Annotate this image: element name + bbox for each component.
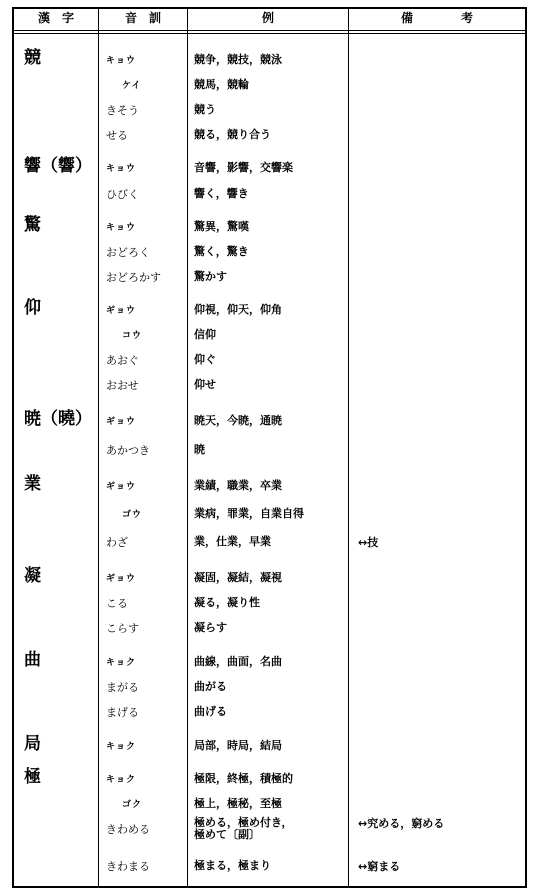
example-cell: 仰ぐ [194,353,216,366]
reading-cell: ゴク [122,800,143,810]
note-cell: ↔窮まる [358,860,401,873]
reading-cell: キョウ [106,223,137,233]
example-cell: 業，仕業，早業 [194,535,271,548]
reading-cell: おどろく [106,246,150,259]
kanji-character: 業 [24,474,41,494]
example-cell: 仰視，仰天，仰角 [194,303,282,316]
example-cell: 響く，響き [194,187,249,200]
kanji-character: 暁（曉） [24,409,92,429]
reading-cell: ケイ [122,81,142,91]
reading-cell: ギョウ [106,306,137,316]
reading-cell: ひびく [106,188,139,201]
example-cell: 驚く，驚き [194,245,249,258]
kanji-character: 局 [24,734,41,754]
example-cell: 曲げる [194,705,227,718]
example-cell: 驚異，驚嘆 [194,220,249,233]
example-cell: 曲線，曲面，名曲 [194,655,282,668]
reading-cell: まがる [106,681,139,694]
note-cell: ↔技 [358,536,379,549]
reading-cell: わざ [106,536,128,549]
example-cell: 仰せ [194,378,216,391]
example-cell: 競馬，競輪 [194,78,249,91]
reading-cell: キョク [106,775,137,785]
reading-cell: ゴウ [122,510,143,520]
reading-cell: キョウ [106,56,137,66]
reading-cell: キョク [106,742,137,752]
header-kanji: 漢 字 [37,11,74,25]
column-divider [98,7,99,888]
kanji-character: 極 [24,767,41,787]
example-cell: 極上，極秘，至極 [194,797,282,810]
kanji-character: 曲 [24,650,41,670]
reading-cell: あおぐ [106,354,139,367]
reading-cell: キョウ [106,164,137,174]
example-cell: 極限，終極，積極的 [194,772,293,785]
example-cell: 曲がる [194,680,227,693]
reading-cell: おおせ [106,379,139,392]
reading-cell: きそう [106,104,139,117]
example-cell: 音響，影響，交響楽 [194,161,293,174]
reading-cell: ギョウ [106,417,137,427]
reading-cell: おどろかす [106,271,161,284]
reading-cell: まげる [106,706,139,719]
header-divider [12,30,527,31]
example-cell: 競う [194,103,216,116]
reading-cell: ギョウ [106,574,137,584]
header-reading: 音 訓 [124,11,161,25]
reading-cell: せる [106,129,128,142]
reading-cell: こらす [106,622,139,635]
reading-cell: こる [106,597,128,610]
example-cell: 驚かす [194,270,227,283]
kanji-character: 凝 [24,566,41,586]
header-note: 備 考 [400,11,473,25]
kanji-character: 驚 [24,215,41,235]
example-cell: 極まる，極まり [194,859,271,872]
example-cell: 極める，極め付き， 極めて〔副〕 [194,816,293,841]
example-cell: 業績，職業，卒業 [194,479,282,492]
example-cell: 暁 [194,443,205,456]
example-cell: 業病，罪業，自業自得 [194,507,304,520]
example-cell: 局部，時局，結局 [194,739,282,752]
example-cell: 凝る，凝り性 [194,596,260,609]
column-divider [187,7,188,888]
example-cell: 凝らす [194,621,227,634]
note-cell: ↔究める，窮める [358,817,445,830]
reading-cell: コウ [122,331,143,341]
reading-cell: きわめる [106,823,150,836]
example-cell: 暁天，今暁，通暁 [194,414,282,427]
example-cell: 競る，競り合う [194,128,271,141]
column-divider [348,7,349,888]
header-example: 例 [261,11,274,25]
reading-cell: ギョウ [106,482,137,492]
example-cell: 競争，競技，競泳 [194,53,282,66]
reading-cell: あかつき [106,444,150,457]
kanji-character: 仰 [24,298,41,318]
header-divider-double [12,33,527,34]
kanji-character: 競 [24,48,41,68]
example-cell: 信仰 [194,328,216,341]
kanji-character: 響（響） [24,156,92,176]
example-cell: 凝固，凝結，凝視 [194,571,282,584]
reading-cell: キョク [106,658,137,668]
reading-cell: きわまる [106,860,150,873]
